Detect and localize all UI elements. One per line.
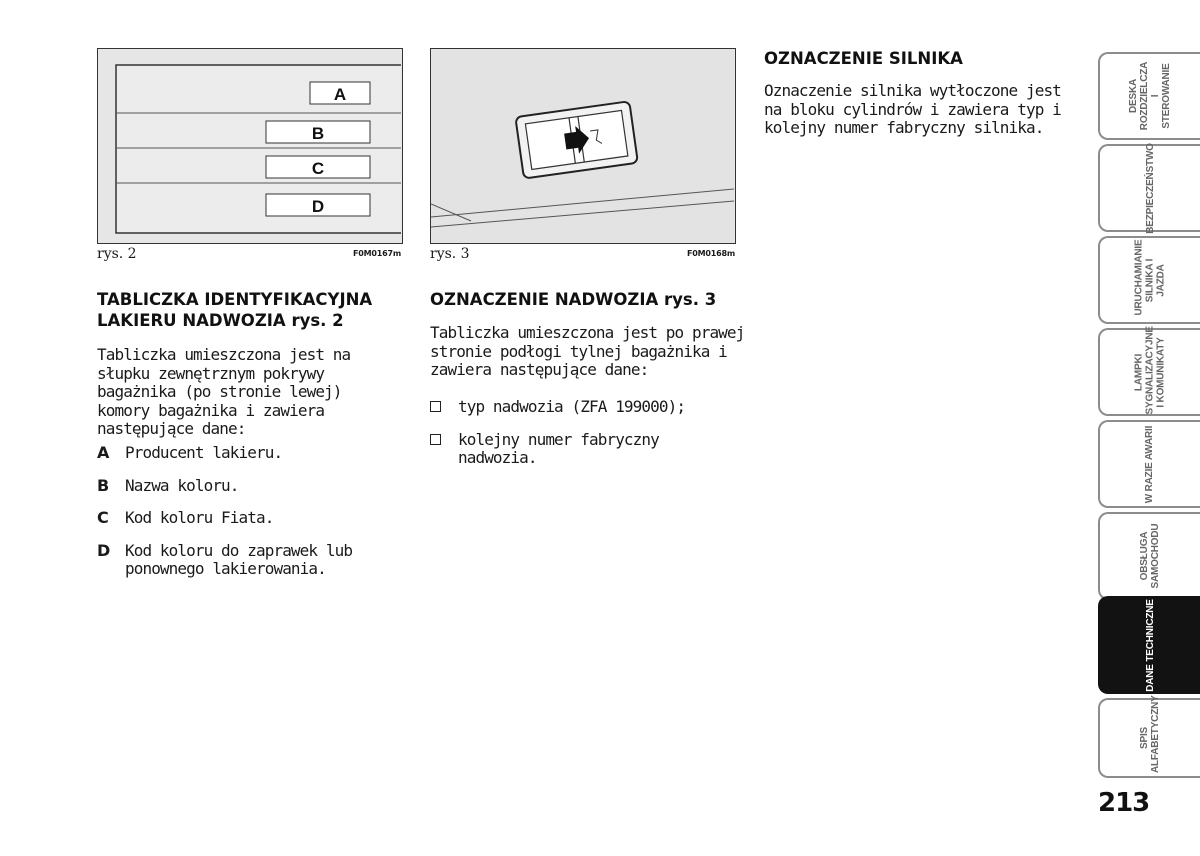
tab-w-razie-awarii[interactable] <box>1098 420 1200 508</box>
tab-uruchamianie[interactable] <box>1098 236 1200 324</box>
tab-spis-alfabetyczny[interactable] <box>1098 695 1200 778</box>
tab-label: URUCHAMIANIE SILNIKA I JAZDA <box>1133 239 1167 315</box>
checkbox-square-icon <box>430 401 441 412</box>
plate-label-c: C <box>311 159 325 178</box>
item-text: Nazwa koloru. <box>125 475 239 495</box>
item-key: A <box>97 443 110 462</box>
figure-2-code: F0M0167m <box>353 249 401 258</box>
tab-label: LAMPKI SYGNALIZACYJNE I KOMUNIKATY <box>1133 325 1167 414</box>
body-marking-heading: OZNACZENIE NADWOZIA rys. 3 <box>430 290 717 309</box>
list-item <box>97 509 407 528</box>
list-item <box>430 398 745 417</box>
list-item <box>97 542 407 579</box>
figure-3-caption: rys. 3 <box>430 246 470 262</box>
tab-dane-techniczne[interactable] <box>1098 596 1200 694</box>
item-text: typ nadwozia (ZFA 199000); <box>458 397 686 416</box>
list-item <box>97 444 407 463</box>
checkbox-square-icon <box>430 434 441 445</box>
tab-label: OBSŁUGA SAMOCHODU <box>1139 523 1161 589</box>
figure-paint-plate <box>97 48 403 244</box>
item-text: Kod koloru do zaprawek lub ponownego lakierowania. <box>125 540 353 578</box>
tab-obsluga[interactable] <box>1098 512 1200 600</box>
paint-plate-text: Tabliczka umieszczona jest na słupku zewnętrznym pokrywy bagażnika (po stronie lewej) komory bagażnika i zawiera następujące dane: <box>97 345 351 438</box>
plate-label-d: D <box>311 197 325 216</box>
body-marking-text: Tabliczka umieszczona jest po prawej stronie podłogi tylnej bagażnika i zawiera następujące dane: <box>430 323 745 379</box>
tab-label: DESKA ROZDZIELCZA I STEROWANIE <box>1128 61 1172 131</box>
plate-label-b: B <box>311 124 325 143</box>
page-number: 213 <box>1098 788 1150 818</box>
item-text: Producent lakieru. <box>125 443 283 462</box>
list-item <box>97 477 407 496</box>
engine-marking-text: Oznaczenie silnika wytłoczone jest na bloku cylindrów i zawiera typ i kolejny numer fabryczny silnika. <box>764 81 1061 137</box>
paint-plate-heading: TABLICZKA IDENTYFIKACYJNA LAKIERU NADWOZIA rys. 2 <box>97 290 373 330</box>
tab-deska-rozdzielcza[interactable] <box>1098 52 1200 140</box>
tab-lampki[interactable] <box>1098 325 1200 416</box>
body-marking-illustration <box>431 49 734 242</box>
paint-plate-illustration <box>98 49 401 242</box>
figure-body-marking <box>430 48 736 244</box>
engine-marking-heading: OZNACZENIE SILNIKA <box>764 49 963 68</box>
plate-label-a: A <box>333 85 347 104</box>
item-text: kolejny numer fabryczny nadwozia. <box>458 429 659 467</box>
body-marking-list <box>430 398 745 468</box>
figure-2-caption: rys. 2 <box>97 246 137 262</box>
paint-plate-list <box>97 444 407 579</box>
tab-label: SPIS ALFABETYCZNY <box>1139 695 1161 773</box>
list-item <box>430 431 745 468</box>
tab-label: BEZPIECZEŃSTWO <box>1144 142 1156 234</box>
figure-3-code: F0M0168m <box>687 249 735 258</box>
item-text: Kod koloru Fiata. <box>125 508 274 527</box>
tab-label: DANE TECHNICZNE <box>1144 598 1156 692</box>
item-key: C <box>97 508 109 527</box>
tab-label: W RAZIE AWARII <box>1144 425 1156 503</box>
item-key: D <box>97 540 111 560</box>
item-key: B <box>97 475 110 495</box>
tab-bezpieczenstwo[interactable] <box>1098 144 1200 232</box>
